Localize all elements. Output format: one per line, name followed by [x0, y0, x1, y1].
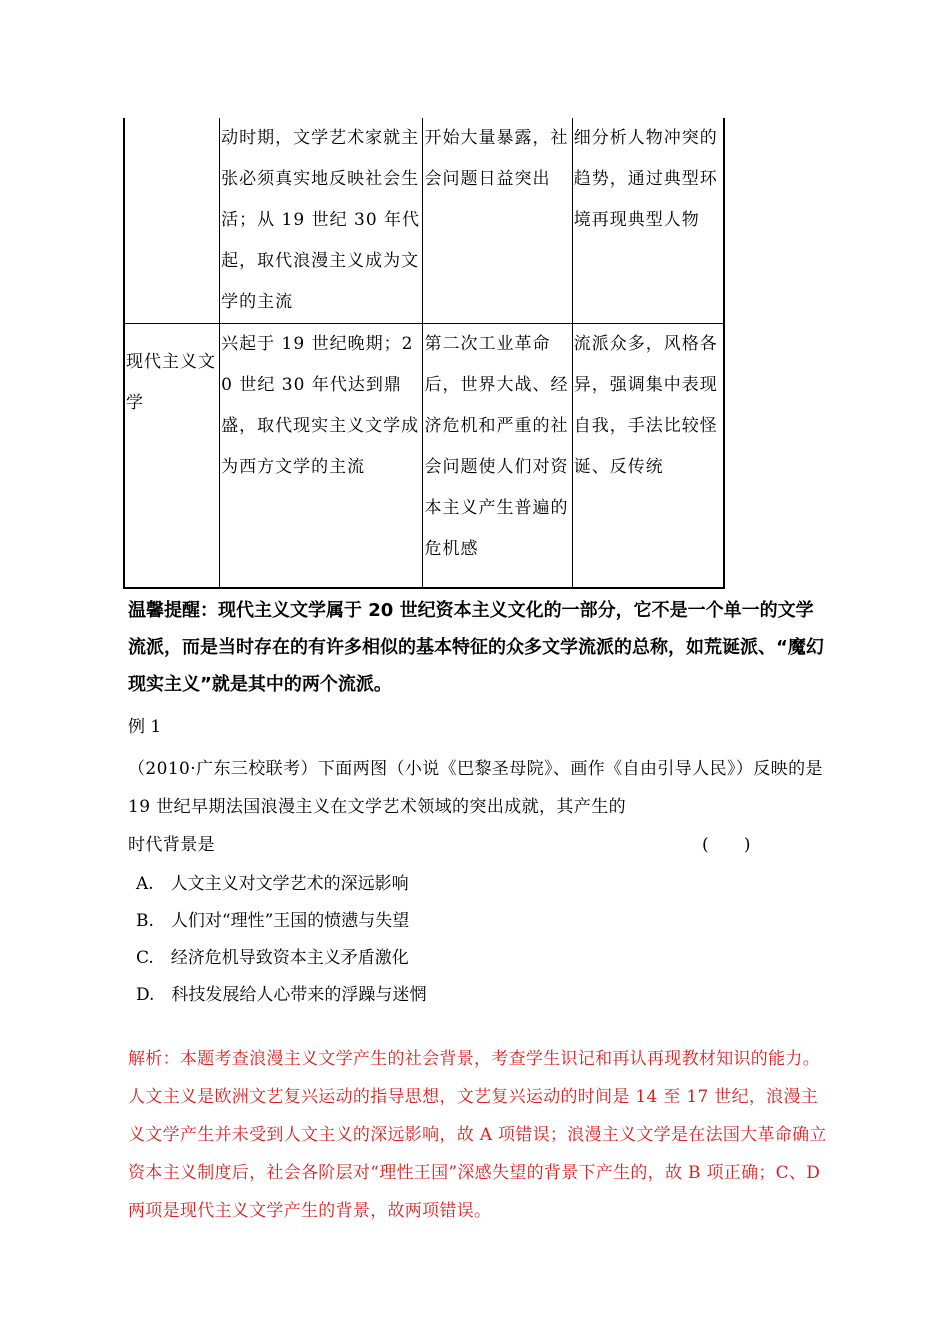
genre-cell: 现代主义文学 — [124, 324, 220, 589]
answer-parentheses: ( ) — [702, 835, 751, 855]
features-cell: 细分析人物冲突的趋势，通过典型环境再现典型人物 — [572, 118, 724, 324]
period-cell: 动时期，文学艺术家就主张必须真实地反映社会生活；从 19 世纪 30 年代起，取代浪漫主义成为文学的主流 — [220, 118, 423, 324]
option-c: C. 经济危机导致资本主义矛盾激化 — [136, 948, 409, 968]
background-cell: 第二次工业革命后，世界大战、经济危机和严重的社会问题使人们对资本主义产生普遍的危机感 — [423, 324, 572, 589]
question-last-line — [128, 826, 828, 864]
question-last-text: 时代背景是 — [128, 835, 215, 855]
genre-cell — [124, 118, 220, 324]
option-b: B. 人们对“理性”王国的愤懑与失望 — [136, 911, 410, 931]
option-a: A. 人文主义对文学艺术的深远影响 — [136, 874, 409, 894]
features-cell: 流派众多，风格各异，强调集中表现自我，手法比较怪诞、反传统 — [572, 324, 724, 589]
question-main: （2010·广东三校联考）下面两图（小说《巴黎圣母院》、画作《自由引导人民》）反映的是 19 世纪早期法国浪漫主义在文学艺术领域的突出成就，其产生的 — [128, 759, 823, 817]
background-cell: 开始大量暴露，社会问题日益突出 — [423, 118, 572, 324]
table-row — [124, 324, 724, 589]
period-cell: 兴起于 19 世纪晚期；20 世纪 30 年代达到鼎盛，取代现实主义文学成为西方文学的主流 — [220, 324, 423, 589]
literature-table — [123, 118, 725, 589]
tip-paragraph: 温馨提醒：现代主义文学属于 20 世纪资本主义文化的一部分，它不是一个单一的文学流派，而是当时存在的有许多相似的基本特征的众多文学流派的总称，如荒诞派、“魔幻现实主义”就是其中的两个流派。 — [128, 600, 824, 695]
analysis-paragraph: 解析：本题考查浪漫主义文学产生的社会背景，考查学生识记和再认再现教材知识的能力。人文主义是欧洲文艺复兴运动的指导思想，文艺复兴运动的时间是 14 至 17 世纪，浪漫主义文学产生并未受到人文主义的深远影响，故 A 项错误；浪漫主义文学是在法国大革命确立资本主义制度后，社会各阶层对“理性王国”深感失望的背景下产生的，故 B 项正确；C、D 两项是现代主义文学产生的背景，故两项错误。 — [128, 1049, 827, 1221]
options-list — [128, 866, 828, 1014]
question-text — [128, 750, 828, 864]
table-row — [124, 118, 724, 324]
example-label: 例 1 — [128, 717, 162, 737]
option-d: D. 科技发展给人心带来的浮躁与迷惘 — [136, 985, 427, 1005]
